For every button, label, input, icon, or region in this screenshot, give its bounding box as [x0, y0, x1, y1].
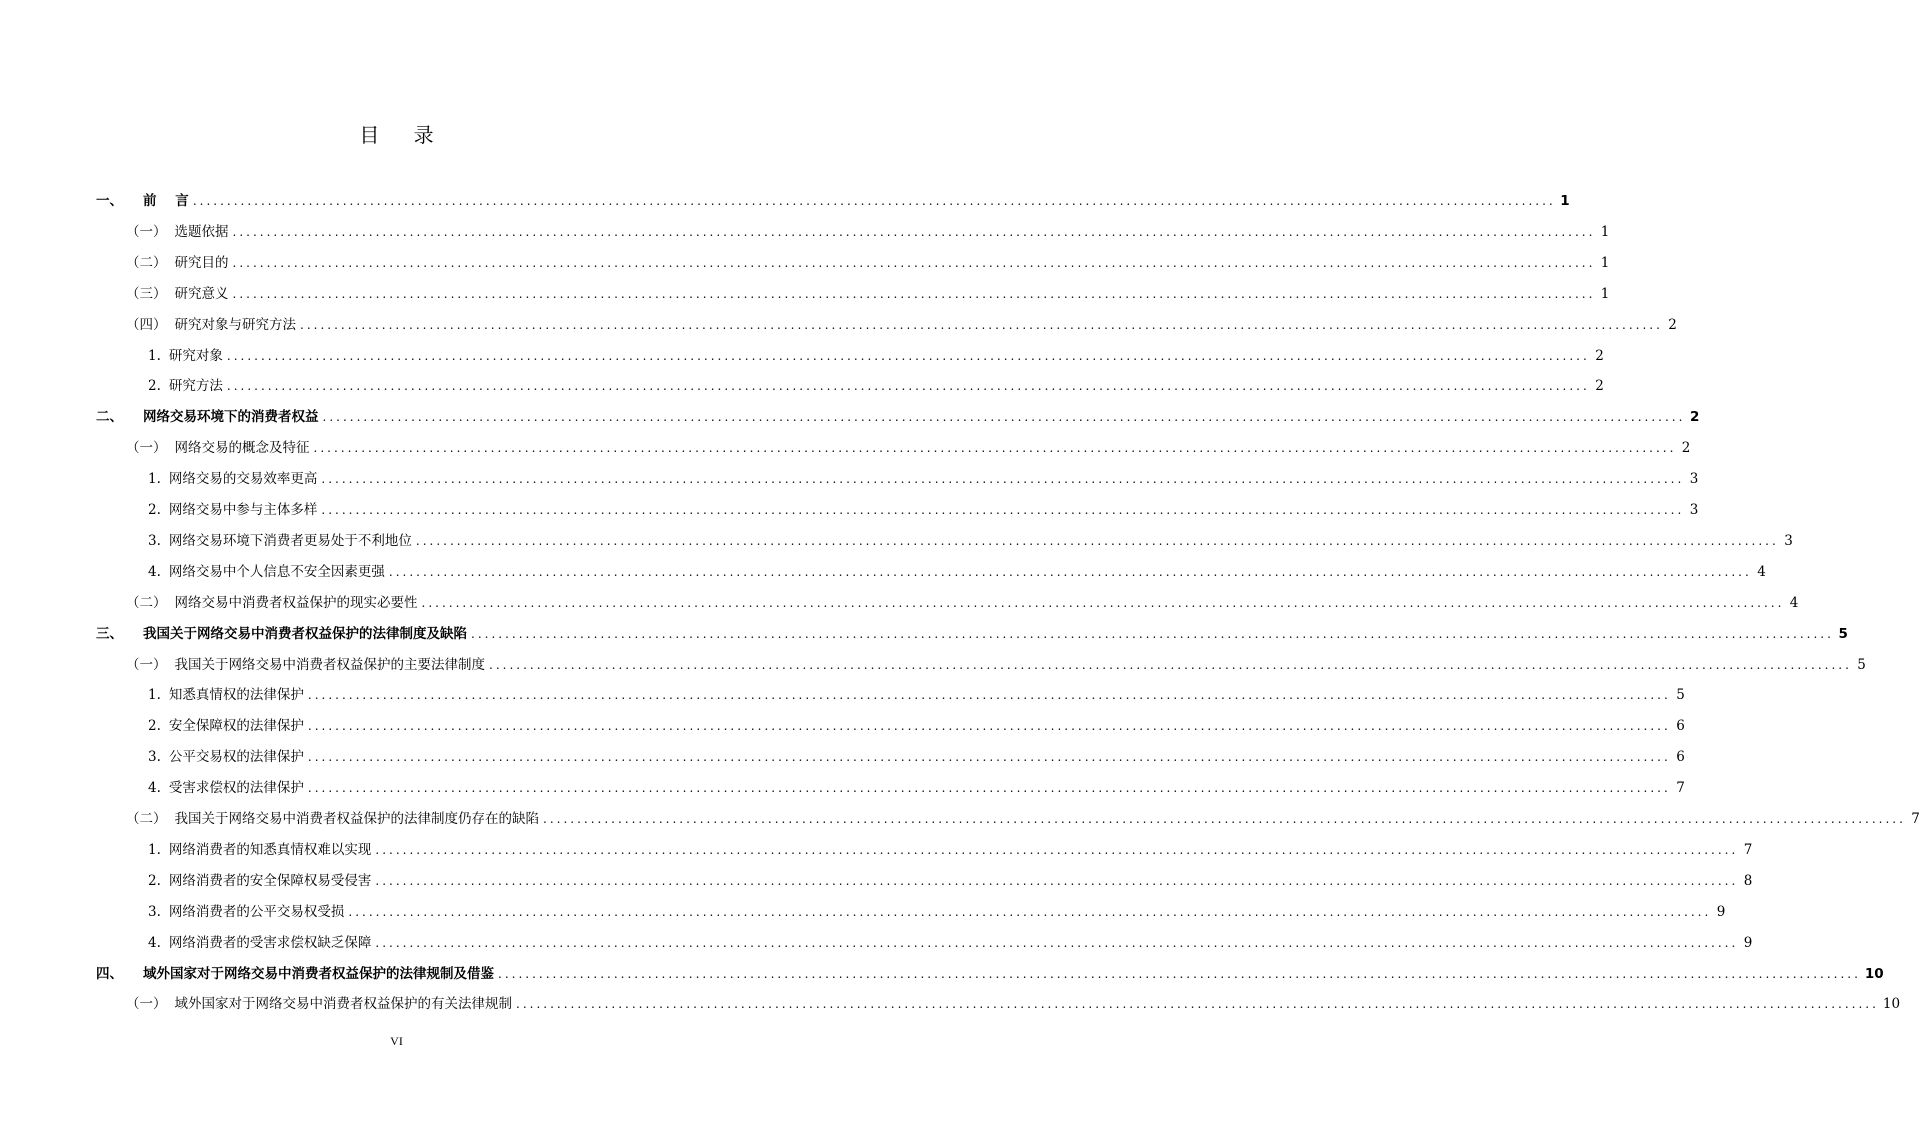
toc-dot-leader: ........................................................................................................................................................................................................ — [307, 750, 1671, 765]
toc-dot-leader: ........................................................................................................................................................................................................ — [421, 595, 1785, 610]
toc-entry-label: 前 言 — [143, 193, 189, 209]
toc-title: 目 录 — [359, 123, 448, 147]
toc-entry-page: 2 — [1595, 378, 1604, 395]
toc-dot-leader: ........................................................................................................................................................................................................ — [232, 224, 1596, 239]
toc-entry — [126, 593, 1799, 613]
toc-entry-page: 7 — [1911, 811, 1920, 827]
toc-dot-leader: ........................................................................................................................................................................................................ — [543, 812, 1906, 826]
toc-entry-label: 我国关于网络交易中消费者权益保护的法律制度仍存在的缺陷 — [174, 811, 539, 827]
toc-entry-page: 2 — [1668, 316, 1677, 333]
toc-entry-page: 9 — [1743, 934, 1753, 951]
toc-entry-label: 网络消费者的受害求偿权缺乏保障 — [168, 934, 372, 951]
toc-entry-label: 网络交易中消费者权益保护的现实必要性 — [174, 594, 418, 611]
toc-entry-label: 网络交易的交易效率更高 — [168, 471, 318, 488]
toc-entry-number: 3. — [148, 532, 161, 549]
toc-entry-number: 3. — [148, 749, 161, 766]
toc-entry-number: 4. — [148, 934, 161, 951]
toc-entry — [148, 562, 1766, 582]
toc-entry-number: 3. — [148, 903, 161, 920]
toc-entry-label: 网络交易的概念及特征 — [174, 440, 310, 457]
toc-entry — [96, 191, 1570, 211]
toc-entry-label: 选题依据 — [174, 223, 229, 240]
toc-entry-number: （一） — [126, 656, 167, 673]
toc-entry-page: 5 — [1676, 687, 1685, 704]
toc-entry-number: （二） — [126, 594, 167, 611]
toc-entry-page: 7 — [1743, 841, 1753, 858]
toc-entry — [148, 469, 1699, 489]
toc-entry-number: 1. — [148, 841, 161, 858]
toc-entry-page: 4 — [1757, 563, 1766, 580]
toc-entry-label: 网络交易中个人信息不安全因素更强 — [168, 563, 385, 580]
toc-entry — [96, 407, 1700, 427]
toc-dot-leader: ........................................................................................................................................................................................................ — [192, 194, 1556, 208]
toc-dot-leader: ........................................................................................................................................................................................................ — [307, 719, 1671, 734]
toc-entry-label: 公平交易权的法律保护 — [168, 749, 304, 766]
toc-entry-number: 四、 — [96, 965, 123, 982]
toc-entry — [126, 438, 1691, 458]
toc-entry-page: 2 — [1595, 347, 1604, 364]
toc-entry-page: 1 — [1600, 223, 1610, 240]
toc-entry-label: 网络消费者的安全保障权易受侵害 — [168, 872, 372, 889]
toc-entry — [148, 376, 1604, 396]
toc-dot-leader: ........................................................................................................................................................................................................ — [300, 317, 1663, 332]
toc-dot-leader: ........................................................................................................................................................................................................ — [348, 904, 1712, 919]
toc-entry-number: 2. — [148, 378, 161, 395]
toc-entry-page: 9 — [1716, 903, 1726, 920]
toc-entry-label: 我国关于网络交易中消费者权益保护的主要法律制度 — [174, 656, 485, 673]
toc-entry — [148, 716, 1685, 736]
toc-entry — [148, 531, 1793, 551]
toc-entry-page: 2 — [1689, 409, 1700, 426]
toc-entry-label: 网络交易环境下的消费者权益 — [143, 409, 319, 426]
toc-dot-leader: ........................................................................................................................................................................................................ — [232, 255, 1596, 270]
toc-dot-leader: ........................................................................................................................................................................................................ — [321, 472, 1685, 487]
toc-entry-label: 研究对象与研究方法 — [174, 316, 296, 333]
toc-entry-number: （一） — [126, 440, 167, 457]
toc-entry-number: 2. — [148, 872, 161, 889]
toc-entry-page: 10 — [1882, 996, 1901, 1013]
toc-entry-page: 1 — [1600, 254, 1610, 271]
toc-entry-page: 6 — [1676, 749, 1685, 766]
toc-entry — [126, 809, 1920, 829]
toc-entry-page: 5 — [1838, 625, 1848, 642]
toc-dot-leader: ........................................................................................................................................................................................................ — [307, 781, 1671, 796]
toc-entry-page: 1 — [1600, 285, 1610, 302]
toc-entry-page: 10 — [1864, 965, 1884, 982]
toc-dot-leader: ........................................................................................................................................................................................................ — [226, 348, 1590, 363]
toc-entry-label: 网络交易中参与主体多样 — [168, 502, 318, 518]
toc-entry — [126, 994, 1901, 1014]
toc-entry-label: 我国关于网络交易中消费者权益保护的法律制度及缺陷 — [143, 625, 467, 642]
toc-entry-page: 3 — [1784, 532, 1793, 549]
toc-entry — [148, 840, 1753, 860]
toc-entry-label: 研究目的 — [174, 254, 229, 271]
toc-entry-number: 1. — [148, 687, 161, 704]
toc-dot-leader: ........................................................................................................................................................................................................ — [489, 657, 1852, 672]
toc-entry-label: 域外国家对于网络交易中消费者权益保护的有关法律规制 — [174, 996, 512, 1013]
toc-entry — [148, 933, 1753, 953]
toc-dot-leader: ........................................................................................................................................................................................................ — [375, 842, 1739, 857]
toc-dot-leader: ........................................................................................................................................................................................................ — [232, 286, 1596, 301]
toc-dot-leader: ........................................................................................................................................................................................................ — [415, 533, 1779, 548]
toc-entry-label: 网络消费者的公平交易权受损 — [168, 903, 345, 920]
toc-entry-label: 受害求偿权的法律保护 — [168, 780, 304, 797]
toc-entry-label: 域外国家对于网络交易中消费者权益保护的法律规制及借鉴 — [143, 965, 494, 982]
toc-entry — [148, 902, 1726, 922]
toc-entry-number: 1. — [148, 471, 161, 488]
toc-entry-number: （四） — [126, 316, 167, 333]
toc-entry-page: 2 — [1681, 440, 1691, 457]
toc-entry-page: 3 — [1689, 502, 1699, 518]
toc-entry-number: （三） — [126, 285, 167, 302]
toc-entry-number: 2. — [148, 502, 161, 518]
toc-entry — [126, 284, 1610, 304]
toc-entry-page: 1 — [1560, 193, 1570, 209]
toc-entry-label: 安全保障权的法律保护 — [168, 718, 304, 735]
toc-dot-leader: ........................................................................................................................................................................................................ — [498, 966, 1861, 981]
toc-entry — [126, 655, 1866, 675]
toc-entry-number: （一） — [126, 223, 167, 240]
toc-entry-page: 3 — [1689, 471, 1699, 488]
toc-entry — [148, 500, 1699, 520]
toc-entry-number: 4. — [148, 563, 161, 580]
toc-entry — [148, 871, 1753, 891]
toc-entry-number: （二） — [126, 254, 167, 271]
toc-entry-label: 网络消费者的知悉真情权难以实现 — [168, 841, 372, 858]
toc-entry-number: 二、 — [96, 409, 123, 426]
toc-entry — [126, 315, 1677, 335]
toc-dot-leader: ........................................................................................................................................................................................................ — [313, 441, 1677, 456]
toc-entry — [96, 964, 1884, 984]
toc-entry — [148, 685, 1685, 705]
toc-entry — [148, 346, 1604, 366]
toc-entry-label: 研究意义 — [174, 285, 229, 302]
toc-entry-page: 8 — [1743, 872, 1753, 889]
toc-entry-number: 4. — [148, 780, 161, 797]
toc-entry-number: 2. — [148, 718, 161, 735]
toc-entry — [148, 778, 1685, 798]
toc-entry-number: 一、 — [96, 193, 123, 209]
toc-entry-page: 5 — [1857, 656, 1866, 673]
toc-dot-leader: ........................................................................................................................................................................................................ — [375, 873, 1739, 888]
toc-entry-number: 三、 — [96, 625, 123, 642]
toc-entry-page: 7 — [1676, 780, 1685, 797]
toc-entry — [96, 624, 1848, 644]
toc-entry — [148, 747, 1685, 767]
toc-dot-leader: ........................................................................................................................................................................................................ — [388, 564, 1752, 579]
page-number-footer: VI — [390, 1034, 403, 1048]
toc-dot-leader: ........................................................................................................................................................................................................ — [226, 379, 1590, 394]
toc-dot-leader: ........................................................................................................................................................................................................ — [321, 503, 1685, 517]
toc-dot-leader: ........................................................................................................................................................................................................ — [375, 935, 1739, 950]
toc-entry-number: 1. — [148, 347, 161, 364]
toc-dot-leader: ........................................................................................................................................................................................................ — [322, 410, 1686, 425]
toc-entry-page: 4 — [1789, 594, 1799, 611]
toc-dot-leader: ........................................................................................................................................................................................................ — [516, 997, 1879, 1012]
toc-entry-label: 研究方法 — [168, 378, 223, 395]
toc-entry — [126, 253, 1610, 273]
toc-entry-label: 网络交易环境下消费者更易处于不利地位 — [168, 532, 412, 549]
toc-entry-label: 研究对象 — [168, 347, 223, 364]
toc-entry-label: 知悉真情权的法律保护 — [168, 687, 304, 704]
toc-entry-number: （一） — [126, 996, 167, 1013]
toc-dot-leader: ........................................................................................................................................................................................................ — [471, 626, 1834, 641]
toc-entry-number: （二） — [126, 811, 167, 827]
toc-entry — [126, 222, 1610, 242]
toc-entry-page: 6 — [1676, 718, 1685, 735]
toc-dot-leader: ........................................................................................................................................................................................................ — [307, 688, 1671, 703]
